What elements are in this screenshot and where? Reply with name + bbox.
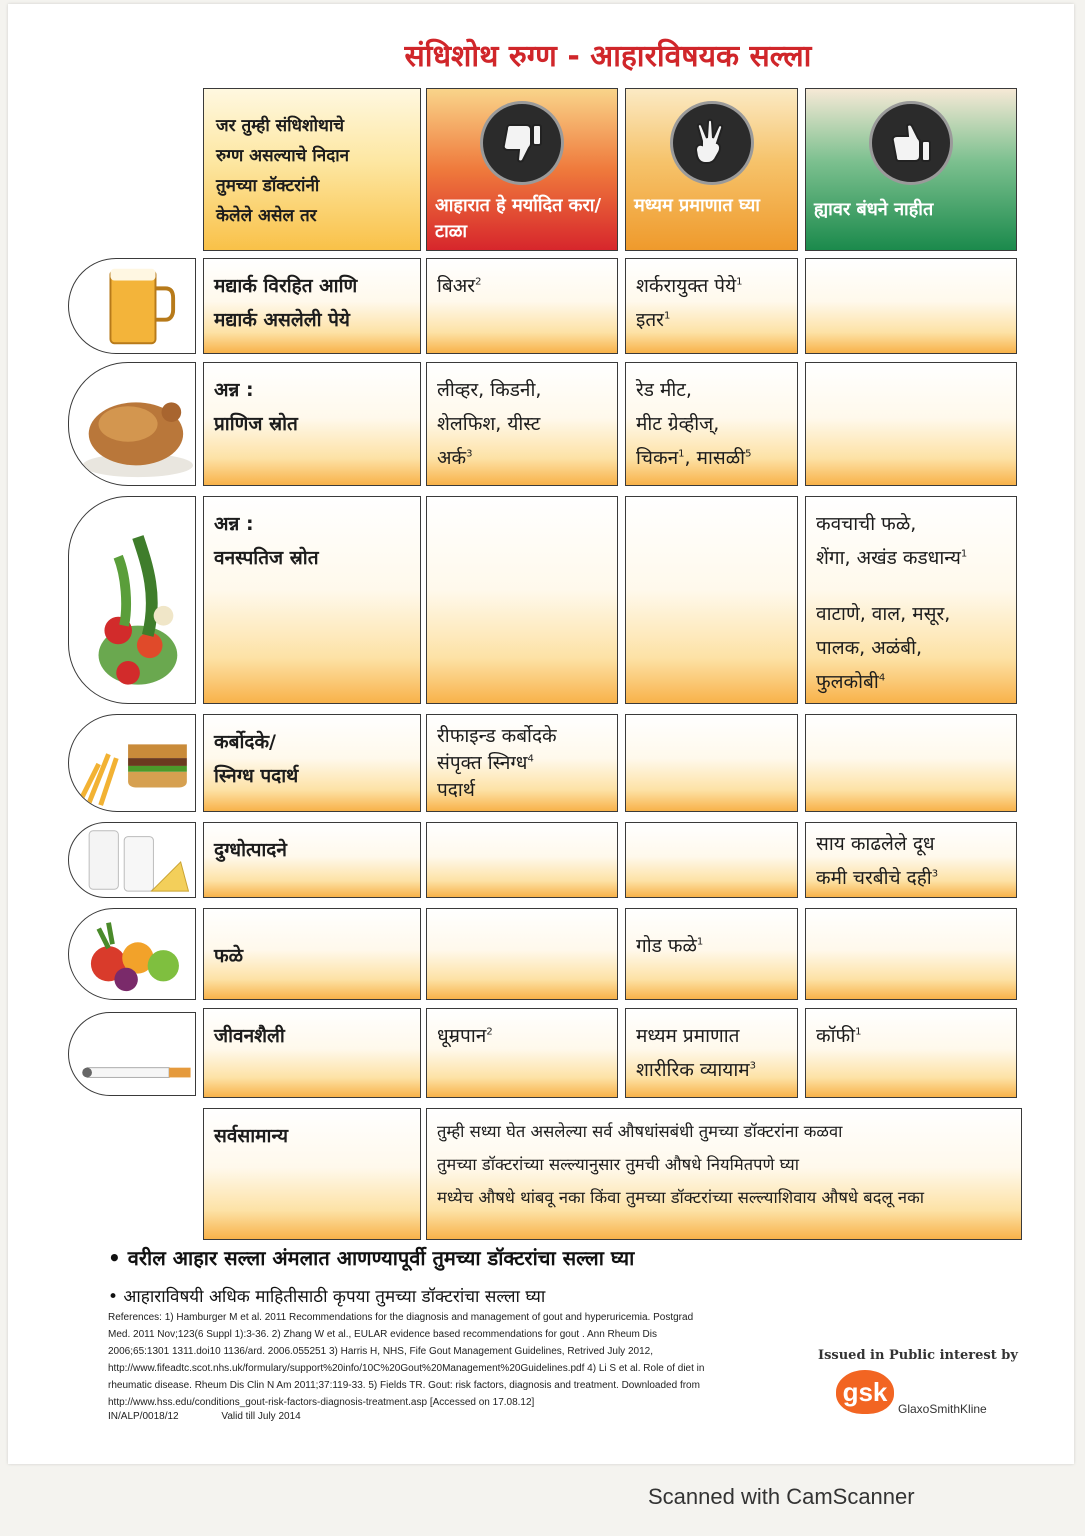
cell-line: शेंगा, अखंड कडधान्य$^1$ bbox=[816, 547, 968, 569]
row-dairy-moderate bbox=[625, 822, 798, 898]
row-animal-label bbox=[203, 362, 421, 486]
cell-line: वाटाणे, वाल, मसूर, bbox=[816, 603, 951, 625]
cell-line: तुमच्या डॉक्टरांच्या सल्ल्यानुसार तुमची औषधे नियमितपणे घ्या bbox=[437, 1155, 799, 1174]
row-plant-label bbox=[203, 496, 421, 704]
header-moderate-label bbox=[634, 193, 789, 219]
row-carbs-limit bbox=[426, 714, 618, 812]
thumbs-up-icon bbox=[869, 101, 953, 185]
row-animal-free bbox=[805, 362, 1017, 486]
cell-line: शारीरिक व्यायाम$^3$ bbox=[636, 1059, 756, 1081]
row-lifestyle-moderate bbox=[625, 1008, 798, 1098]
cell-line: चिकन$^1$, मासळी$^5$ bbox=[636, 447, 752, 469]
header-limit-line: आहारात हे मर्यादित bbox=[435, 195, 563, 216]
row-label-line: अन्न : bbox=[214, 513, 254, 535]
hand-gesture-icon bbox=[670, 101, 754, 185]
cell-line: अर्क$^3$ bbox=[437, 447, 473, 469]
advice-note: • वरील आहार सल्ला अंमलात आणण्यापूर्वी तुमच्या डॉक्टरांचा सल्ला घ्या bbox=[108, 1246, 635, 1270]
row-general-text bbox=[426, 1108, 1022, 1240]
beer-mug-icon bbox=[68, 258, 196, 354]
references bbox=[108, 1309, 798, 1411]
cell-line: संपृक्त स्निग्ध$^4$ bbox=[437, 752, 534, 774]
cell-line: कमी चरबीचे दही$^3$ bbox=[816, 867, 939, 889]
row-label-line: कर्बोदके/ bbox=[214, 731, 276, 753]
reference-line: http://www.fifeadtc.scot.nhs.uk/formulary/support%20info/10C%20Gout%20Management%20Guidelines.pdf 4) Li S et al. Role of diet in bbox=[108, 1363, 705, 1374]
row-lifestyle-limit bbox=[426, 1008, 618, 1098]
header-intro-line: रुग्ण असल्याचे निदान bbox=[216, 146, 350, 166]
header-limit-label bbox=[435, 193, 609, 245]
row-fruits-limit bbox=[426, 908, 618, 1000]
cell-line: पालक, अळंबी, bbox=[816, 637, 923, 659]
reference-line: http://www.hss.edu/conditions_gout-risk-factors-diagnosis-treatment.asp [Accessed on 17.08.12] bbox=[108, 1397, 535, 1408]
cell-line: साय काढलेले दूध bbox=[816, 833, 935, 855]
header-moderate bbox=[625, 88, 798, 251]
cell-line: मध्येच औषधे थांबवू नका किंवा तुमच्या डॉक्टरांच्या सल्ल्याशिवाय औषधे बदलू नका bbox=[437, 1188, 925, 1207]
row-fruits-label bbox=[203, 908, 421, 1000]
reference-line: 2006;65:1301 1311.doi10 1136/ard. 2006.055251 3) Harris H, NHS, Fife Gout Management Guidelines, Retrived July 2012, bbox=[108, 1346, 653, 1357]
row-label-line: दुग्धोत्पादने bbox=[214, 839, 287, 861]
cell-line: शेलफिश, यीस्ट bbox=[437, 413, 541, 435]
roast-chicken-icon bbox=[68, 362, 196, 486]
row-label-line: मद्यार्क विरहित आणि bbox=[214, 275, 358, 297]
info-note: • आहाराविषयी अधिक माहितीसाठी कृपया तुमच्या डॉक्टरांचा सल्ला घ्या bbox=[108, 1287, 546, 1307]
row-dairy-free bbox=[805, 822, 1017, 898]
reference-line: rheumatic disease. Rheum Dis Clin N Am 2011;37:119-33. 5) Fields TR. Gout: risk factors, diagnosis and treatment. Downloaded from bbox=[108, 1380, 700, 1391]
row-label-line: प्राणिज स्रोत bbox=[214, 413, 298, 435]
cell-line: फुलकोबी$^4$ bbox=[816, 671, 886, 693]
row-label-line: स्निग्ध पदार्थ bbox=[214, 765, 299, 787]
row-drinks-limit bbox=[426, 258, 618, 354]
thumbs-down-icon bbox=[480, 101, 564, 185]
row-animal-limit bbox=[426, 362, 618, 486]
row-general-label bbox=[203, 1108, 421, 1240]
row-animal-moderate bbox=[625, 362, 798, 486]
row-label-line: सर्वसामान्य bbox=[214, 1125, 289, 1147]
header-intro-line: जर तुम्ही संधिशोथाचे bbox=[216, 116, 345, 136]
cell-line: इतर$^1$ bbox=[636, 309, 671, 331]
milk-cheese-icon bbox=[68, 822, 196, 898]
burger-fries-icon bbox=[68, 714, 196, 812]
header-moderate-line: मध्यम प्रमाणात bbox=[634, 195, 733, 216]
header-free bbox=[805, 88, 1017, 251]
row-dairy-limit bbox=[426, 822, 618, 898]
cell-line: गोड फळे$^1$ bbox=[636, 935, 704, 957]
company-name: GlaxoSmithKline bbox=[898, 1402, 987, 1416]
leaflet-page bbox=[8, 4, 1074, 1464]
row-drinks-moderate bbox=[625, 258, 798, 354]
document-code: IN/ALP/0018/12 bbox=[108, 1411, 179, 1422]
header-free-line: ह्यावर बंधने नाहीत bbox=[814, 199, 934, 220]
header-intro bbox=[203, 88, 421, 251]
row-lifestyle-label bbox=[203, 1008, 421, 1098]
row-label-line: मद्यार्क असलेली पेये bbox=[214, 309, 350, 331]
issued-by-text: Issued in Public interest by bbox=[818, 1348, 1018, 1363]
row-fruits-free bbox=[805, 908, 1017, 1000]
header-intro-line: तुमच्या डॉक्टरांनी bbox=[216, 176, 320, 196]
cigarette-icon bbox=[68, 1012, 196, 1096]
cell-line: कवचाची फळे, bbox=[816, 513, 917, 535]
page-title: संधिशोथ रुग्ण - आहारविषयक सल्ला bbox=[404, 39, 812, 74]
row-plant-moderate bbox=[625, 496, 798, 704]
header-intro-line: केलेले असेल तर bbox=[216, 206, 317, 226]
header-limit-line: करा/टाळा bbox=[435, 195, 602, 242]
cell-line: शर्करायुक्त पेये$^1$ bbox=[636, 275, 743, 297]
cell-line: बिअर$^2$ bbox=[437, 275, 482, 297]
row-plant-limit bbox=[426, 496, 618, 704]
document-code-row bbox=[108, 1411, 508, 1422]
cell-line: मीट ग्रेव्हीज्, bbox=[636, 413, 720, 435]
fruit-basket-icon bbox=[68, 908, 196, 1000]
cell-line: पदार्थ bbox=[437, 779, 475, 801]
row-drinks-label bbox=[203, 258, 421, 354]
row-fruits-moderate bbox=[625, 908, 798, 1000]
cell-line: रेड मीट, bbox=[636, 379, 692, 401]
validity-text: Valid till July 2014 bbox=[221, 1411, 301, 1422]
row-lifestyle-free bbox=[805, 1008, 1017, 1098]
reference-line: Med. 2011 Nov;123(6 Suppl 1):3-36. 2) Zhang W et al., EULAR evidence based recommendations for gout . Ann Rheum Dis bbox=[108, 1329, 657, 1340]
row-label-line: वनस्पतिज स्रोत bbox=[214, 547, 319, 569]
row-carbs-label bbox=[203, 714, 421, 812]
cell-line: तुम्ही सध्या घेत असलेल्या सर्व औषधांसबंधी तुमच्या डॉक्टरांना कळवा bbox=[437, 1122, 843, 1141]
gsk-logo: gsk bbox=[836, 1370, 894, 1414]
cell-line: मध्यम प्रमाणात bbox=[636, 1025, 740, 1047]
reference-line: References: 1) Hamburger M et al. 2011 Recommendations for the diagnosis and management of gout and hyperuricemia. Postgrad bbox=[108, 1312, 694, 1323]
row-carbs-free bbox=[805, 714, 1017, 812]
cell-line: रीफाइन्ड कर्बोदके bbox=[437, 725, 557, 747]
row-carbs-moderate bbox=[625, 714, 798, 812]
header-limit bbox=[426, 88, 618, 251]
row-drinks-free bbox=[805, 258, 1017, 354]
cell-line: धूम्रपान$^2$ bbox=[437, 1025, 493, 1047]
row-label-line: फळे bbox=[214, 945, 244, 967]
vegetables-icon bbox=[68, 496, 196, 704]
row-plant-free bbox=[805, 496, 1017, 704]
row-label-line: जीवनशैली bbox=[214, 1025, 285, 1047]
row-label-line: अन्न : bbox=[214, 379, 254, 401]
scanner-watermark: Scanned with CamScanner bbox=[648, 1484, 915, 1509]
header-free-label bbox=[814, 197, 1008, 223]
header-moderate-line: घ्या bbox=[738, 195, 760, 216]
cell-line: लीव्हर, किडनी, bbox=[437, 379, 542, 401]
row-dairy-label bbox=[203, 822, 421, 898]
cell-line: कॉफी$^1$ bbox=[816, 1025, 862, 1047]
